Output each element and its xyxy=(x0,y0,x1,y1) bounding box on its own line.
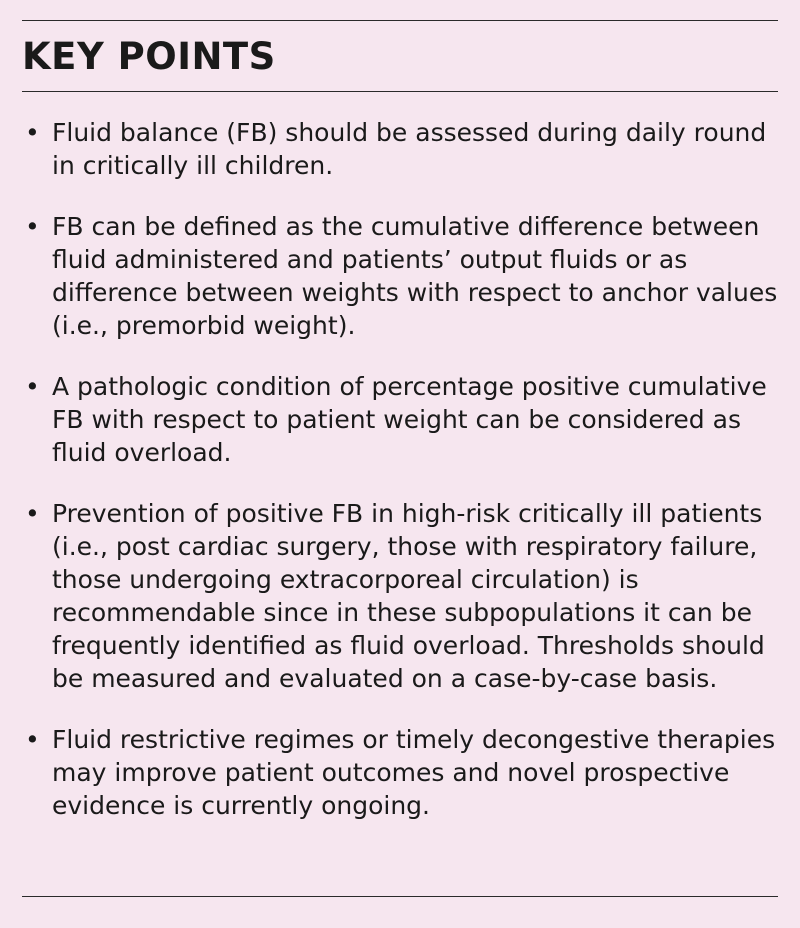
key-point-text: Fluid balance (FB) should be assessed during daily round in critically ill children. xyxy=(52,118,767,180)
key-point-item xyxy=(22,116,778,182)
key-point-text: FB can be defined as the cumulative difference between fluid administered and patients’ output fluids or as difference between weights with respect to anchor values (i.e., premorbid weight). xyxy=(52,212,778,340)
key-point-item xyxy=(22,210,778,342)
key-point-item xyxy=(22,497,778,695)
bottom-rule xyxy=(22,896,778,897)
top-rule xyxy=(22,20,778,21)
key-point-text: Fluid restrictive regimes or timely decongestive therapies may improve patient outcomes and novel prospective evidence is currently ongoing. xyxy=(52,725,776,820)
key-point-item xyxy=(22,723,778,822)
key-point-text: Prevention of positive FB in high-risk critically ill patients (i.e., post cardiac surgery, those with respiratory failure, those undergoing extracorporeal circulation) is recommendable since in these subpopulations it can be frequently identified as fluid overload. Thresholds should be measured and evaluated on a case-by-case basis. xyxy=(52,499,765,693)
key-points-box xyxy=(22,20,778,896)
bullet-icon: • xyxy=(25,725,40,754)
bullet-icon: • xyxy=(25,212,40,241)
bullet-icon: • xyxy=(25,499,40,528)
key-point-item xyxy=(22,370,778,469)
key-points-title: KEY POINTS xyxy=(22,35,276,78)
bullet-icon: • xyxy=(25,118,40,147)
key-point-text: A pathologic condition of percentage positive cumulative FB with respect to patient weight can be considered as fluid overload. xyxy=(52,372,767,467)
title-rule xyxy=(22,91,778,92)
bullet-icon: • xyxy=(25,372,40,401)
key-points-list xyxy=(22,116,778,822)
